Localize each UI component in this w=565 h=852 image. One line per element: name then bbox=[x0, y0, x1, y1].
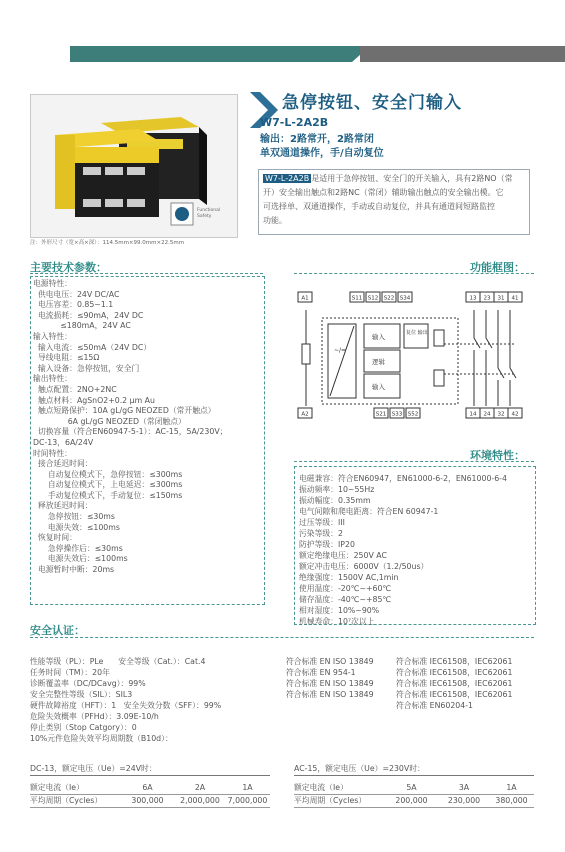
tech-line: 导线电阻：≤15Ω bbox=[33, 353, 100, 363]
dc-table bbox=[30, 763, 270, 808]
divider-safety bbox=[30, 637, 534, 638]
relay-module-image bbox=[31, 95, 237, 237]
terminal-label: S22 bbox=[383, 295, 395, 302]
safety-line: 停止类别（Stop Catgory）：0 bbox=[30, 723, 137, 732]
safety-line: 10%元件危险失效平均周期数（B10d）： bbox=[30, 734, 173, 743]
standard-line: 符合标准 EN ISO 13849 bbox=[286, 657, 374, 666]
tech-line: 电源失效后：≤100ms bbox=[33, 554, 128, 564]
dc-r2-label: 平均周期（Cycles） bbox=[30, 796, 103, 805]
reset-output-block bbox=[404, 324, 428, 348]
dc-r2-c2: 2,000,000 bbox=[180, 796, 220, 805]
standard-line: 符合标准 IEC61508，IEC62061 bbox=[396, 679, 513, 688]
standard-line: 符合标准 EN60204-1 bbox=[396, 701, 474, 710]
model-number: W7-L-2A2B bbox=[260, 116, 329, 129]
tech-line: 恢复时间： bbox=[33, 533, 77, 543]
env-line: 振动幅度：0.35mm bbox=[299, 496, 371, 505]
standard-line: 符合标准 IEC61508，IEC62061 bbox=[396, 657, 513, 666]
tech-line: 触点材料：AgSnO2+0.2 μm Au bbox=[33, 395, 155, 405]
dc-r2-c1: 300,000 bbox=[131, 796, 164, 805]
env-line: 振动频率：10~55Hz bbox=[299, 485, 375, 494]
function-block-diagram bbox=[294, 288, 529, 424]
tech-line: DC-13，6A/24V bbox=[33, 437, 94, 447]
env-line: 相对湿度：10%~90% bbox=[299, 606, 380, 615]
header-bar-gray bbox=[360, 46, 565, 62]
env-line: 储存温度：-40℃~+85℃ bbox=[299, 595, 392, 604]
terminal-label: 32 bbox=[497, 411, 505, 418]
section-title-tech: 主要技术参数： bbox=[30, 261, 107, 274]
tech-line: 释放延迟时间： bbox=[33, 501, 93, 511]
ac-r1-c2: 3A bbox=[458, 783, 470, 792]
logic-block-label: 逻辑 bbox=[372, 358, 385, 366]
top-terminals bbox=[298, 292, 522, 302]
env-line: 额定冲击电压：6000V（1.2/50us） bbox=[299, 562, 429, 571]
output-line: 输出：2路常开，2路常闭 bbox=[260, 134, 374, 145]
terminal-label: 31 bbox=[497, 295, 505, 302]
header-bar-teal bbox=[70, 46, 370, 62]
tech-line: 切换容量（符合EN60947-5-1）：AC-15，5A/230V； bbox=[33, 427, 228, 437]
description-box bbox=[258, 169, 530, 235]
env-box bbox=[294, 466, 536, 625]
dc-r2-c3: 7,000,000 bbox=[227, 796, 268, 805]
product-photo bbox=[30, 94, 238, 238]
env-line: 污染等级：2 bbox=[299, 529, 343, 538]
dc-r1-c3: 1A bbox=[242, 783, 253, 792]
table-row bbox=[294, 782, 534, 795]
terminal-label: 23 bbox=[483, 295, 491, 302]
tech-line: 电源失效：≤100ms bbox=[33, 522, 120, 532]
safety-right-list bbox=[396, 656, 512, 711]
env-line: 绝缘强度：1500V AC,1min bbox=[299, 573, 399, 582]
safety-line: 任务时间（TM）：20年 bbox=[30, 668, 110, 677]
ac-r2-c3: 380,000 bbox=[495, 796, 528, 805]
tech-line: 输出特性： bbox=[33, 374, 72, 384]
terminal-label: S21 bbox=[375, 411, 387, 418]
dc-r1-label: 额定电流（Ie） bbox=[30, 783, 84, 792]
tech-line: 自动复位模式下，急停按钮：≤300ms bbox=[33, 469, 183, 479]
description-line-4: 功能。 bbox=[263, 216, 287, 225]
tech-line: 接合延迟时间： bbox=[33, 459, 93, 469]
divider-diagram bbox=[294, 273, 534, 274]
ac-table-caption: AC-15，额定电压（Ue）=230V时： bbox=[294, 763, 534, 776]
description-line-3: 可选择单、双通道操作，手动或自动复位，并具有通道间短路监控 bbox=[263, 202, 495, 211]
ac-r2-c2: 230,000 bbox=[447, 796, 481, 805]
terminal-label: S12 bbox=[367, 295, 379, 302]
section-title-diagram: 功能框图： bbox=[470, 261, 525, 274]
terminal-label: A1 bbox=[301, 295, 309, 302]
terminal-label: S34 bbox=[399, 295, 411, 302]
input-block-1-label: 输入 bbox=[372, 333, 385, 341]
dimension-note: 注：外形尺寸（宽×高×深）：114.5mm×99.0mm×22.5mm bbox=[30, 240, 185, 246]
tech-line: 自动复位模式下，上电延迟：≤300ms bbox=[33, 480, 183, 490]
svg-text:Functional: Functional bbox=[197, 208, 221, 213]
tech-line: 6A gL/gG NEOZED（常闭触点） bbox=[33, 416, 186, 426]
tech-line: 输入电流：≤50mA（24V DC） bbox=[33, 342, 152, 352]
terminal-label: 24 bbox=[483, 411, 491, 418]
terminal-label: S33 bbox=[391, 411, 403, 418]
relay-coil-k1 bbox=[434, 330, 444, 346]
table-row bbox=[30, 782, 270, 795]
tech-line: 电源特性： bbox=[33, 279, 72, 288]
tech-line: 急停操作后：≤30ms bbox=[33, 543, 123, 553]
dc-r1-c1: 6A bbox=[142, 783, 153, 792]
ac-r2-c1: 200,000 bbox=[395, 796, 428, 805]
safety-line: 诊断覆盖率（DC/DCavg）：99% bbox=[30, 679, 146, 688]
safety-line: 硬件故障裕度（HFT）：1 安全失效分数（SFF）：99% bbox=[30, 701, 222, 710]
tech-line: 电源暂时中断：20ms bbox=[33, 565, 115, 575]
input-block-2-label: 输入 bbox=[372, 383, 385, 391]
safety-line: 危险失效概率（PFHd）：3.09E-10/h bbox=[30, 712, 159, 721]
svg-text:Safety: Safety bbox=[197, 214, 212, 219]
env-line: 额定绝缘电压：250V AC bbox=[299, 551, 387, 560]
ac-r2-label: 平均周期（Cycles） bbox=[294, 796, 367, 805]
tech-line: 手动复位模式下，手动复位：≤150ms bbox=[33, 490, 183, 500]
safety-line: 安全完整性等级（SIL）：SIL3 bbox=[30, 690, 133, 699]
divider-env bbox=[294, 461, 534, 462]
standard-line: 符合标准 IEC61508，IEC62061 bbox=[396, 668, 513, 677]
tech-line: 电压容差：0.85~1.1 bbox=[33, 300, 114, 310]
env-line: 电气间隙和爬电距离：符合EN 60947-1 bbox=[299, 507, 439, 516]
dc-table-caption: DC-13，额定电压（Ue）=24V时： bbox=[30, 763, 270, 776]
bottom-terminals bbox=[298, 408, 522, 418]
dc-r1-c2: 2A bbox=[194, 783, 206, 792]
safety-line: 性能等级（PL）：PLe 安全等级（Cat.）：Cat.4 bbox=[30, 657, 206, 666]
table-row bbox=[30, 795, 270, 808]
section-title-env: 环境特性： bbox=[470, 449, 525, 462]
tech-line: 时间特性： bbox=[33, 448, 72, 458]
tech-line: 急停按钮：≤30ms bbox=[33, 512, 115, 522]
divider-tech bbox=[30, 273, 263, 274]
section-title-safety: 安全认证： bbox=[30, 624, 85, 637]
terminal-label: A2 bbox=[301, 411, 309, 418]
reset-output-label: 复位 输出 bbox=[406, 330, 428, 336]
ac-r1-c1: 5A bbox=[406, 783, 417, 792]
terminal-label: 41 bbox=[511, 295, 519, 302]
power-block-label: ~/= bbox=[334, 347, 347, 354]
tech-list bbox=[31, 277, 264, 576]
safety-left-list bbox=[30, 656, 221, 744]
ac-table bbox=[294, 763, 534, 808]
tech-line: 触点短路保护：10A gL/gG NEOZED（常开触点） bbox=[33, 406, 216, 416]
terminal-label: 14 bbox=[469, 411, 477, 418]
tech-box bbox=[30, 276, 265, 605]
ac-r1-c3: 1A bbox=[506, 783, 517, 792]
page-title: 急停按钮、安全门输入 bbox=[282, 93, 462, 113]
standard-line: 符合标准 EN ISO 13849 bbox=[286, 679, 374, 688]
terminal-label: 42 bbox=[511, 411, 519, 418]
tech-line: ≤180mA，24V AC bbox=[33, 321, 131, 331]
standard-line: 符合标准 IEC61508，IEC62061 bbox=[396, 690, 513, 699]
env-line: 电磁兼容：符合EN60947，EN61000-6-2，EN61000-6-4 bbox=[299, 474, 507, 483]
terminal-label: S11 bbox=[351, 295, 363, 302]
tech-line: 输入特性： bbox=[33, 331, 72, 341]
terminal-label: 13 bbox=[469, 295, 477, 302]
description-line-2: 开）安全输出触点和2路NC（常闭）辅助输出触点的安全输出模。它 bbox=[263, 188, 504, 197]
env-line: 使用温度：-20℃~+60℃ bbox=[299, 584, 392, 593]
env-line: 防护等级：IP20 bbox=[299, 540, 355, 549]
env-line: 机械寿命：10⁷次以上 bbox=[299, 617, 375, 626]
terminal-label: S52 bbox=[407, 411, 419, 418]
tech-line: 供电电压：24V DC/AC bbox=[33, 289, 120, 299]
standard-line: 符合标准 EN 954-1 bbox=[286, 668, 356, 677]
safety-mid-list bbox=[286, 656, 374, 700]
ac-r1-label: 额定电流（Ie） bbox=[294, 783, 348, 792]
tech-line: 触点配置：2NO+2NC bbox=[33, 384, 117, 394]
description-line-1: 是适用于急停按钮、安全门的开关输入，具有2路NO（常 bbox=[311, 174, 513, 183]
tech-line: 输入设备：急停按钮，安全门 bbox=[33, 363, 140, 373]
env-line: 过压等级：III bbox=[299, 518, 345, 527]
table-row bbox=[294, 795, 534, 808]
standard-line: 符合标准 EN ISO 13849 bbox=[286, 690, 374, 699]
tech-line: 电流损耗：≤90mA，24V DC bbox=[33, 310, 144, 320]
relay-coil-k2 bbox=[434, 370, 444, 386]
env-list bbox=[295, 467, 535, 627]
description-tag: W7-L-2A2B bbox=[265, 174, 310, 183]
operation-line: 单双通道操作，手/自动复位 bbox=[260, 148, 384, 159]
